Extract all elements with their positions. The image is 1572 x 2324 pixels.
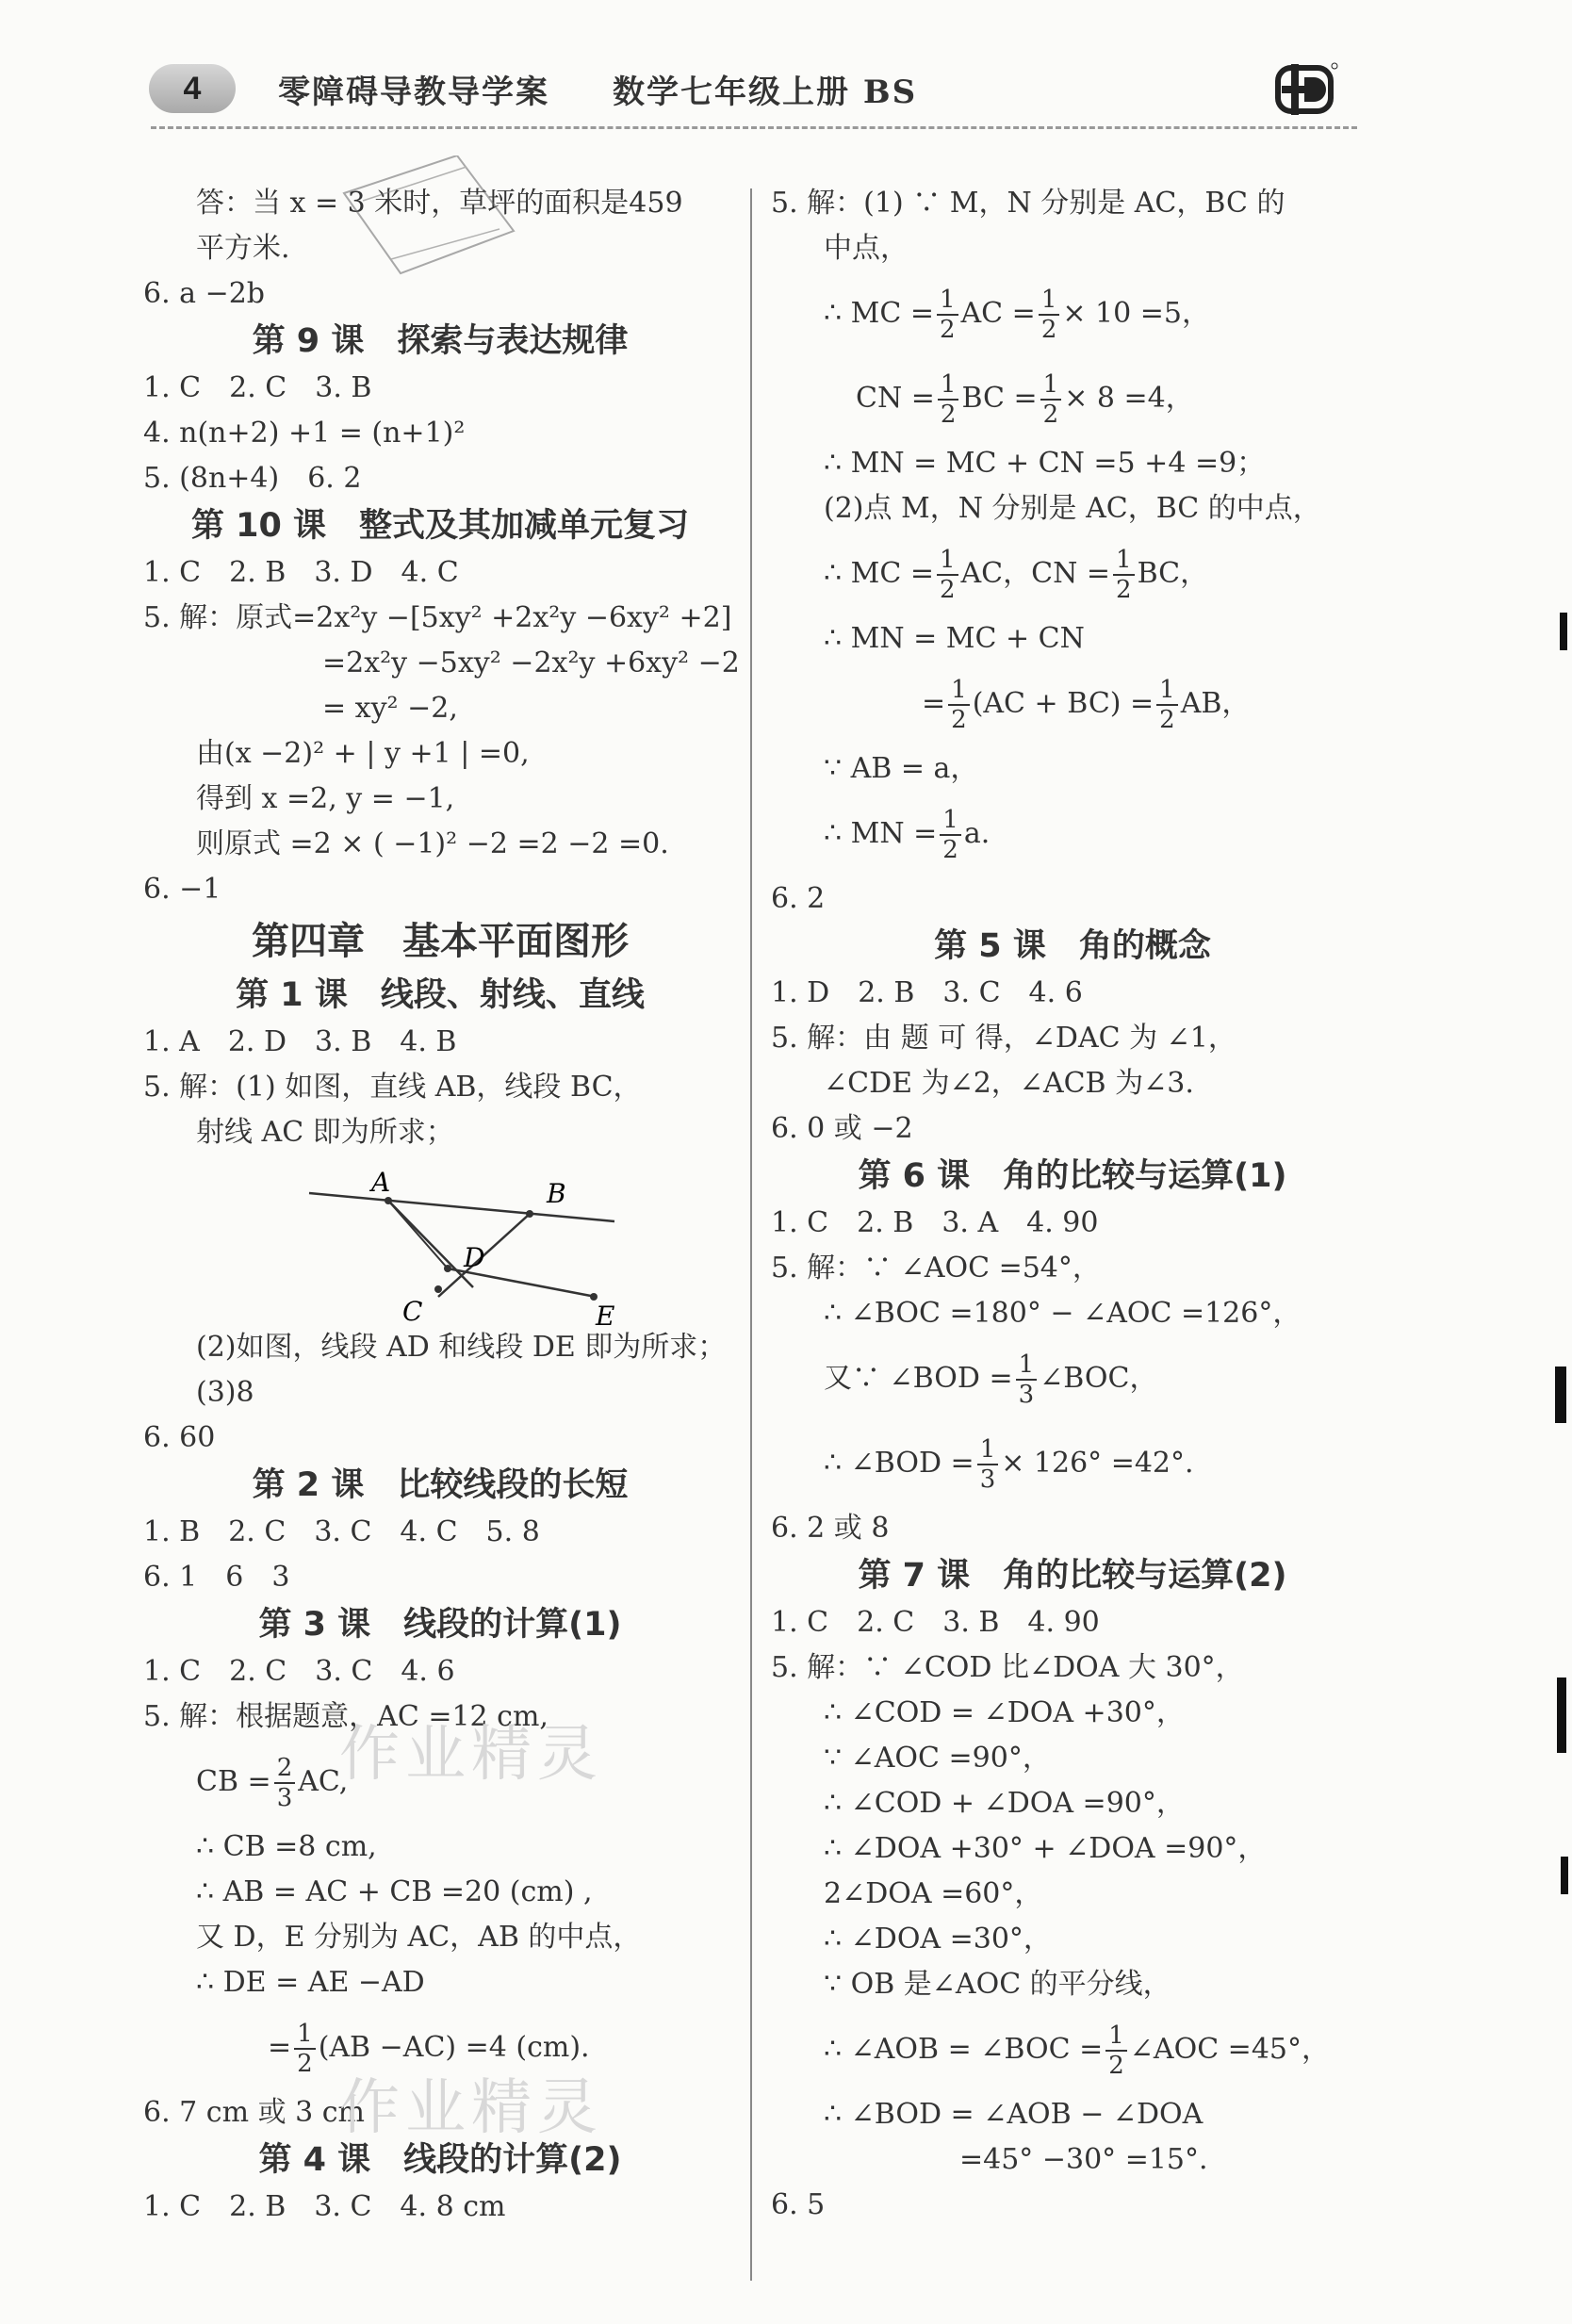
fraction: $\frac{1}{2}$: [937, 546, 958, 604]
ray-ac: [388, 1201, 473, 1287]
fraction: $\frac{1}{3}$: [977, 1435, 999, 1494]
answer-line: 4. n(n+2) +1 = (n+1)²: [143, 417, 466, 450]
answer-line: 又∵ ∠BOD = $\frac{1}{3}$ ∠BOC，: [824, 1350, 1158, 1409]
answer-line: ∴ MN = MC + CN: [824, 622, 1085, 655]
header-divider: [151, 126, 1357, 129]
scan-artifact: [1561, 1857, 1568, 1894]
answer-line: 6. 1 6 3: [143, 1561, 290, 1594]
point-b: [526, 1210, 533, 1218]
page-header: [141, 58, 1348, 124]
answer-line: 5. (8n+4) 6. 2: [143, 462, 362, 495]
answer-line: ∴ ∠AOB = ∠BOC = $\frac{1}{2}$ ∠AOC =45°，: [824, 2021, 1330, 2080]
answer-line: ∴ AB = AC + CB =20 (cm) ,: [196, 1875, 593, 1908]
label-d: D: [464, 1242, 485, 1273]
fraction: $\frac{1}{2}$: [294, 2020, 316, 2078]
answer-line: ∴ ∠DOA +30° + ∠DOA =90°，: [824, 1832, 1267, 1865]
fraction: $\frac{1}{2}$: [1156, 676, 1178, 734]
lesson-title: 第 1 课 线段、射线、直线: [236, 976, 645, 1014]
answer-line: ∴ ∠COD = ∠DOA +30°，: [824, 1696, 1185, 1729]
answer-line: = $\frac{1}{2}$ (AC + BC) = $\frac{1}{2}$ AB，: [922, 676, 1251, 734]
fraction: $\frac{1}{3}$: [1016, 1350, 1038, 1409]
answer-line: 5. 解：∵ ∠COD 比∠DOA 大 30°，: [771, 1651, 1244, 1684]
answer-line: 又 D，E 分别为 AC，AB 的中点，: [196, 1921, 642, 1954]
answer-line: 1. C 2. B 3. D 4. C: [143, 556, 459, 589]
answer-line: ∴ MN = MC + CN =5 +4 =9；: [824, 447, 1266, 480]
label-a: A: [371, 1167, 391, 1198]
answer-line: 1. A 2. D 3. B 4. B: [143, 1025, 457, 1058]
fraction: $\frac{1}{2}$: [937, 286, 958, 344]
answer-line: =2x²y −5xy² −2x²y +6xy² −2: [322, 646, 740, 679]
scan-artifact: [1560, 613, 1567, 650]
answer-line: 得到 x =2, y = −1,: [196, 782, 455, 815]
point-d: [444, 1265, 451, 1272]
scan-artifact: [1557, 1678, 1566, 1753]
answer-line: ∴ MC = $\frac{1}{2}$ AC = $\frac{1}{2}$ × 10 =5，: [824, 286, 1210, 344]
fraction: $\frac{1}{2}$: [948, 676, 970, 734]
label-c: C: [402, 1296, 423, 1325]
fraction: $\frac{1}{2}$: [1039, 286, 1060, 344]
answer-line: 6. 2: [771, 882, 826, 915]
answer-line: 答：当 x = 3 米时，草坪的面积是459: [196, 187, 683, 220]
fraction: $\frac{1}{2}$: [938, 370, 959, 429]
fraction: $\frac{2}{3}$: [274, 1754, 296, 1812]
answer-line: ∴ CB =8 cm,: [196, 1830, 377, 1863]
answer-line: 射线 AC 即为所求；: [196, 1116, 454, 1149]
answer-line: 1. C 2. C 3. B: [143, 371, 372, 404]
answer-line: (3)8: [196, 1376, 254, 1409]
answer-line: 中点，: [824, 232, 909, 265]
answer-line: 1. C 2. C 3. B 4. 90: [771, 1606, 1100, 1639]
answer-line: 5. 解：∵ ∠AOC =54°，: [771, 1252, 1101, 1285]
answer-line: 6. −1: [143, 873, 221, 906]
answer-line: 6. 2 或 8: [771, 1512, 890, 1545]
point-a: [385, 1197, 392, 1204]
answer-line: 5. 解：根据题意，AC =12 cm,: [143, 1700, 549, 1733]
answer-line: (2)如图，线段 AD 和线段 DE 即为所求；: [196, 1331, 727, 1364]
line-ab: [309, 1193, 614, 1221]
point-e: [590, 1293, 598, 1301]
left-column: [143, 181, 740, 2230]
answer-line: ∴ ∠BOD = $\frac{1}{3}$ × 126° =42°.: [824, 1435, 1194, 1494]
answer-line: ∴ ∠BOD = ∠AOB − ∠DOA: [824, 2098, 1204, 2131]
answer-line: ∴ MC = $\frac{1}{2}$ AC，CN = $\frac{1}{2}$ BC，: [824, 546, 1209, 604]
answer-line: 1. C 2. B 3. C 4. 8 cm: [143, 2190, 506, 2223]
answer-line: 则原式 =2 × ( −1)² −2 =2 −2 =0.: [196, 827, 669, 860]
answer-line: 由(x −2)² + | y +1 | =0,: [196, 737, 530, 770]
answer-line: ∴ ∠BOC =180° − ∠AOC =126°，: [824, 1297, 1302, 1330]
answer-line: 6. 60: [143, 1421, 216, 1454]
answer-line: 5. 解：(1) ∵ M，N 分别是 AC，BC 的: [771, 187, 1285, 220]
lesson-title: 第 4 课 线段的计算(2): [258, 2141, 622, 2179]
answer-line: ∵ ∠AOC =90°，: [824, 1742, 1051, 1775]
stamp-seal-icon: [325, 155, 523, 278]
answer-line: ∠CDE 为∠2，∠ACB 为∠3.: [824, 1067, 1194, 1100]
answer-line: 5. 解：原式=2x²y −[5xy² +2x²y −6xy² +2]: [143, 601, 732, 634]
answer-line: = $\frac{1}{2}$ (AB −AC) =4 (cm).: [268, 2020, 590, 2078]
lesson-title: 第 3 课 线段的计算(1): [258, 1606, 622, 1644]
label-b: B: [547, 1178, 566, 1209]
answer-line: 6. 7 cm 或 3 cm: [143, 2096, 365, 2129]
fraction: $\frac{1}{2}$: [940, 806, 961, 864]
page-number-badge: 4: [149, 64, 236, 113]
answer-line: 5. 解：由 题 可 得，∠DAC 为 ∠1，: [771, 1022, 1236, 1055]
lesson-title: 第 10 课 整式及其加减单元复习: [190, 507, 690, 545]
answer-line: 5. 解：(1) 如图，直线 AB，线段 BC，: [143, 1071, 642, 1104]
answer-line: 6. a −2b: [143, 277, 266, 310]
answer-line: 2∠DOA =60°，: [824, 1877, 1043, 1910]
answer-line: ∴ MN = $\frac{1}{2}$ a.: [824, 806, 991, 864]
publisher-logo-icon: [1272, 60, 1338, 119]
answer-line: 平方米.: [196, 232, 290, 265]
segment-ad: [388, 1201, 448, 1268]
answer-line: 1. C 2. B 3. A 4. 90: [771, 1206, 1099, 1239]
watermark: 作业精灵: [339, 1720, 603, 1790]
book-subtitle: 数学七年级上册 BS: [613, 74, 918, 111]
answer-line: 6. 0 或 −2: [771, 1112, 913, 1145]
lesson-title: 第 2 课 比较线段的长短: [252, 1466, 629, 1504]
answer-line: 1. B 2. C 3. C 4. C 5. 8: [143, 1515, 540, 1548]
watermark: 作业精灵: [339, 2073, 603, 2143]
answer-line: = xy² −2,: [322, 692, 458, 725]
fraction: $\frac{1}{2}$: [1105, 2021, 1127, 2080]
answer-line: 1. D 2. B 3. C 4. 6: [771, 976, 1083, 1009]
answer-line: 1. C 2. C 3. C 4. 6: [143, 1655, 455, 1688]
column-divider: [750, 188, 752, 2281]
lesson-title: 第 6 课 角的比较与运算(1): [858, 1157, 1287, 1195]
label-e: E: [596, 1301, 615, 1325]
line-segment-figure: [143, 1155, 737, 1325]
answer-line: ∵ OB 是∠AOC 的平分线，: [824, 1968, 1171, 2001]
answer-line: 6. 5: [771, 2188, 826, 2221]
answer-line: ∴ ∠DOA =30°，: [824, 1923, 1052, 1956]
chapter-title: 第四章 基本平面图形: [252, 919, 629, 963]
answer-line: CN = $\frac{1}{2}$ BC = $\frac{1}{2}$ × 8 =4，: [856, 370, 1194, 429]
answer-line: ∵ AB = a，: [824, 752, 979, 785]
lesson-title: 第 7 课 角的比较与运算(2): [858, 1557, 1287, 1595]
answer-line: (2)点 M，N 分别是 AC，BC 的中点，: [824, 492, 1321, 525]
answer-line: ∴ ∠COD + ∠DOA =90°，: [824, 1787, 1185, 1820]
right-column: [771, 181, 1374, 2228]
fraction: $\frac{1}{2}$: [1040, 370, 1062, 429]
answer-line: CB = $\frac{2}{3}$ AC,: [196, 1754, 349, 1812]
book-title: 零障碍导教导学案: [278, 74, 549, 111]
scan-artifact: [1555, 1367, 1566, 1423]
fraction: $\frac{1}{2}$: [1113, 546, 1135, 604]
answer-line: ∴ DE = AE −AD: [196, 1966, 425, 1999]
lesson-title: 第 5 课 角的概念: [934, 927, 1211, 965]
lesson-title: 第 9 课 探索与表达规律: [252, 322, 629, 360]
answer-line: =45° −30° =15°.: [959, 2143, 1208, 2176]
geometry-diagram: [143, 1155, 737, 1325]
point-c: [434, 1285, 442, 1293]
